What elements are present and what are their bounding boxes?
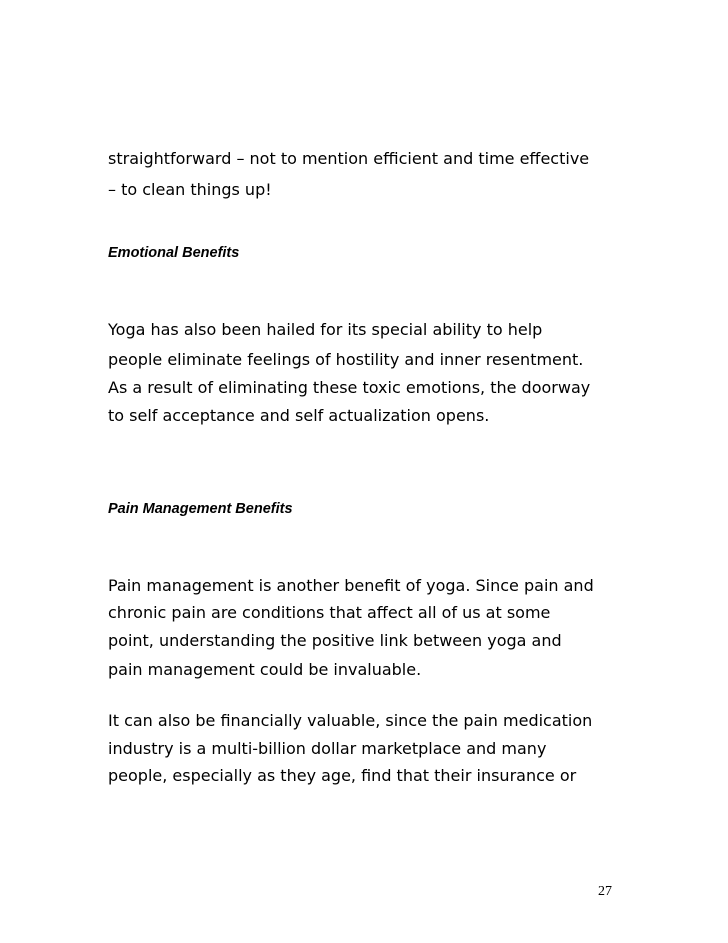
paragraph-line: It can also be financially valuable, since the pain medication (108, 711, 593, 730)
intro-line: – to clean things up! (108, 180, 272, 199)
paragraph-line: Pain management is another benefit of yoga. Since pain and (108, 576, 594, 595)
paragraph-line: people eliminate feelings of hostility and inner resentment. (108, 350, 584, 369)
paragraph-line: chronic pain are conditions that affect all of us at some (108, 603, 551, 622)
paragraph-line: pain management could be invaluable. (108, 660, 422, 679)
section-heading-emotional: Emotional Benefits (108, 245, 240, 261)
paragraph-line: to self acceptance and self actualization opens. (108, 406, 490, 425)
intro-line: straightforward – not to mention efficient and time effective (108, 149, 590, 168)
page-number: 27 (598, 884, 612, 899)
section-heading-pain-management: Pain Management Benefits (108, 501, 293, 517)
paragraph-line: Yoga has also been hailed for its special ability to help (108, 320, 543, 339)
paragraph-line: As a result of eliminating these toxic emotions, the doorway (108, 378, 591, 397)
paragraph-line: people, especially as they age, find that their insurance or (108, 766, 577, 785)
paragraph-line: point, understanding the positive link between yoga and (108, 631, 562, 650)
paragraph-line: industry is a multi-billion dollar marketplace and many (108, 739, 547, 758)
